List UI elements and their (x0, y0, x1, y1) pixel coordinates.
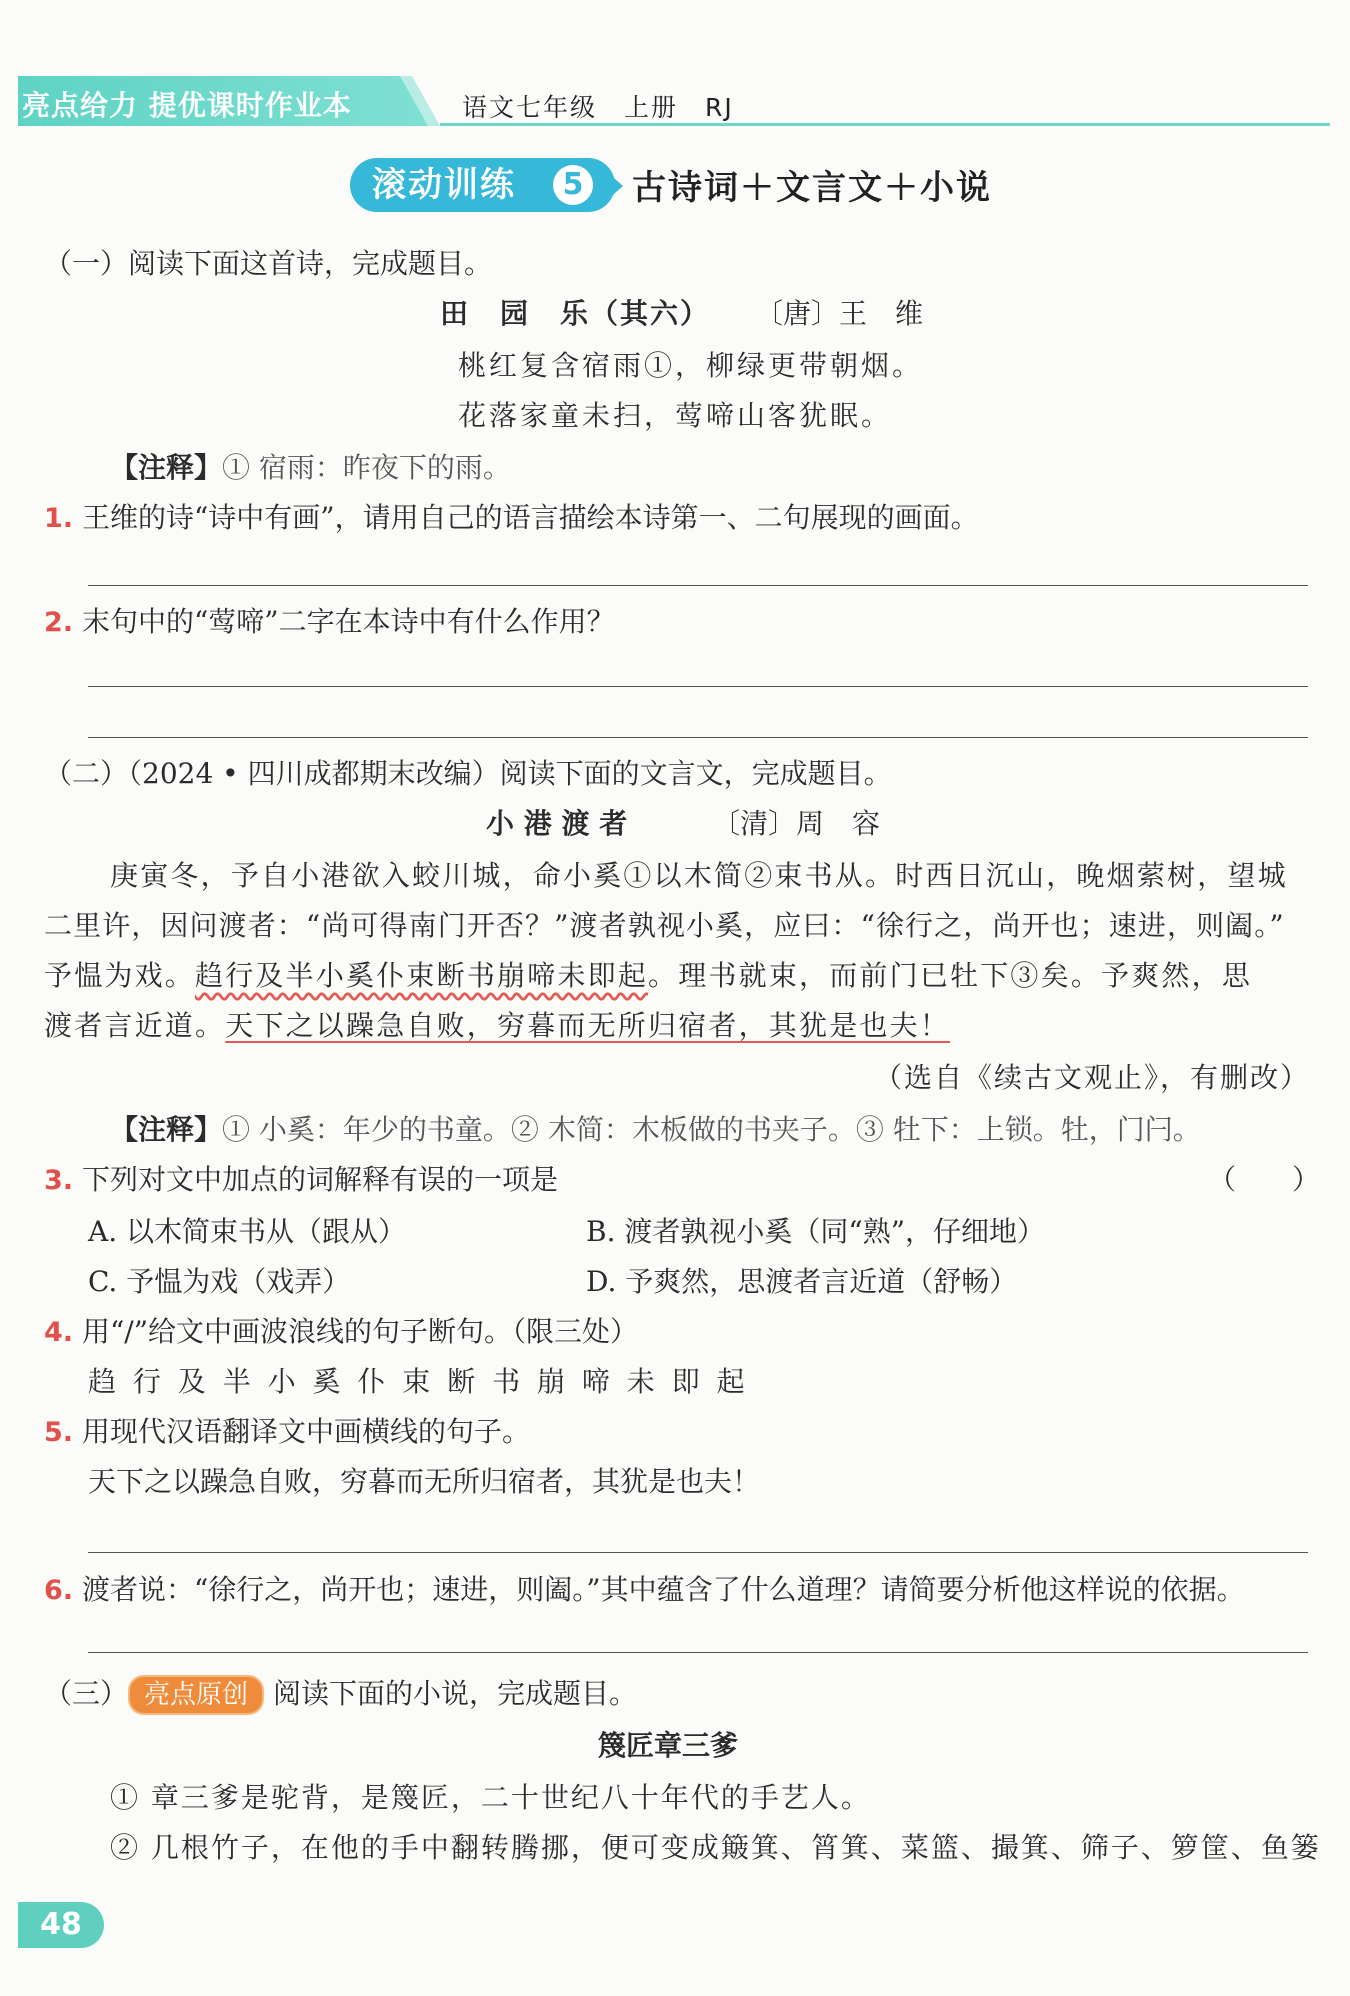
question-text: 下列对文中加点的词解释有误的一项是 (81, 1163, 558, 1196)
poem-line-1: 桃红复含宿雨①，柳绿更带朝烟。 (458, 349, 924, 382)
classical-title: 小 港 渡 者 (486, 807, 628, 840)
question-number: 6. (44, 1575, 74, 1606)
classical-para-line-3 (44, 956, 1252, 996)
story-para-2: ② 几根竹子，在他的手中翻转腾挪，便可变成簸箕、筲箕、菜篮、撮箕、筛子、箩筐、鱼篓 (110, 1831, 1321, 1864)
option-c[interactable]: C. 予愠为戏（戏弄） (88, 1265, 351, 1298)
section-number: 5 (553, 165, 593, 205)
section-arrow-icon (607, 172, 623, 200)
option-b[interactable]: B. 渡者孰视小奚（同“熟”，仔细地） (586, 1215, 1046, 1248)
poem-title: 田 园 乐（其六） (440, 297, 711, 330)
header-brand: 亮点给力 提优课时作业本 (22, 89, 352, 122)
question-number: 4. (44, 1317, 74, 1348)
question-4 (44, 1312, 638, 1353)
answer-line-q1[interactable] (88, 585, 1308, 586)
part2-intro: （二）（2024 • 四川成都期末改编）阅读下面的文言文，完成题目。 (44, 757, 892, 790)
question-3 (44, 1160, 558, 1201)
header-rule (440, 123, 1330, 126)
option-d[interactable]: D. 予爽然，思渡者言近道（舒畅） (586, 1265, 1018, 1298)
text-span: 渡者言近道。 (44, 1009, 226, 1042)
header-book-info: 语文七年级 上册 RJ (462, 93, 734, 122)
answer-line-q5[interactable] (88, 1552, 1308, 1553)
original-badge: 亮点原创 (128, 1675, 264, 1715)
question-number: 3. (44, 1165, 74, 1196)
question-text: 渡者说：“徐行之，尚开也；速进，则阖。”其中蕴含了什么道理？请简要分析他这样说的依据。 (81, 1573, 1245, 1606)
story-para-1: ① 章三爹是驼背，是篾匠，二十世纪八十年代的手艺人。 (110, 1781, 871, 1814)
classical-para-line-1: 庚寅冬，予自小港欲入蛟川城，命小奚①以木简②束书从。时西日沉山，晚烟萦树，望城 (110, 859, 1288, 892)
question-1 (44, 498, 979, 539)
section-subtitle: 古诗词＋文言文＋小说 (632, 168, 992, 208)
answer-line-q2b[interactable] (88, 737, 1308, 738)
text-span: 。理书就束，而前门已牡下③矣。予爽然，思 (648, 959, 1253, 992)
question-number: 2. (44, 607, 74, 638)
note-text: ① 小奚：年少的书童。② 木简：木板做的书夹子。③ 牡下：上锁。牡，门闩。 (222, 1113, 1201, 1146)
question-5 (44, 1412, 530, 1453)
part3-intro (44, 1674, 637, 1715)
question-number: 1. (44, 503, 74, 534)
sentence-to-punctuate[interactable]: 趋 行 及 半 小 奚 仆 束 断 书 崩 啼 未 即 起 (88, 1365, 749, 1398)
part3-intro-text: 阅读下面的小说，完成题目。 (272, 1677, 637, 1710)
poem-author: 〔唐〕王 维 (755, 297, 924, 330)
sentence-to-translate: 天下之以躁急自败，穷暮而无所归宿者，其犹是也夫！ (88, 1465, 761, 1498)
classical-author: 〔清〕周 容 (712, 807, 881, 840)
question-2 (44, 602, 615, 643)
answer-line-q6[interactable] (88, 1652, 1308, 1653)
answer-line-q2a[interactable] (88, 686, 1308, 687)
question-6 (44, 1570, 1245, 1611)
classical-source: （选自《续古文观止》，有删改） (873, 1061, 1310, 1094)
poem-line-2: 花落家童未扫，莺啼山客犹眠。 (458, 399, 893, 432)
classical-para-line-4 (44, 1006, 950, 1046)
question-text: 用现代汉语翻译文中画横线的句子。 (81, 1415, 530, 1448)
question-text: 末句中的“莺啼”二字在本诗中有什么作用？ (81, 605, 615, 638)
text-span: 予愠为戏。 (44, 959, 196, 992)
question-text: 用“/”给文中画波浪线的句子断句。（限三处） (81, 1315, 639, 1348)
wavy-underlined-sentence: 趋行及半小奚仆束断书崩啼未即起 (195, 959, 649, 992)
part3-prefix: （三） (44, 1677, 129, 1710)
story-title: 篾匠章三爹 (598, 1729, 739, 1762)
underlined-sentence: 天下之以躁急自败，穷暮而无所归宿者，其犹是也夫！ (225, 1009, 951, 1042)
section-label: 滚动训练 (372, 165, 516, 205)
note-tag: 【注释】 (110, 1113, 223, 1146)
part1-note (110, 448, 511, 488)
answer-paren-q3[interactable]: （ ） (1208, 1163, 1321, 1196)
question-text: 王维的诗“诗中有画”，请用自己的语言描绘本诗第一、二句展现的画面。 (81, 501, 979, 534)
note-tag: 【注释】 (110, 451, 223, 484)
part1-intro: （一）阅读下面这首诗，完成题目。 (44, 247, 493, 280)
part2-note (110, 1110, 1201, 1150)
classical-para-line-2: 二里许，因问渡者：“尚可得南门开否？”渡者孰视小奚，应曰：“徐行之，尚开也；速进，则阖。” (44, 909, 1285, 942)
note-text: ① 宿雨：昨夜下的雨。 (222, 451, 511, 484)
option-a[interactable]: A. 以木简束书从（跟从） (88, 1215, 407, 1248)
question-number: 5. (44, 1417, 74, 1448)
page-number: 48 (18, 1902, 104, 1948)
